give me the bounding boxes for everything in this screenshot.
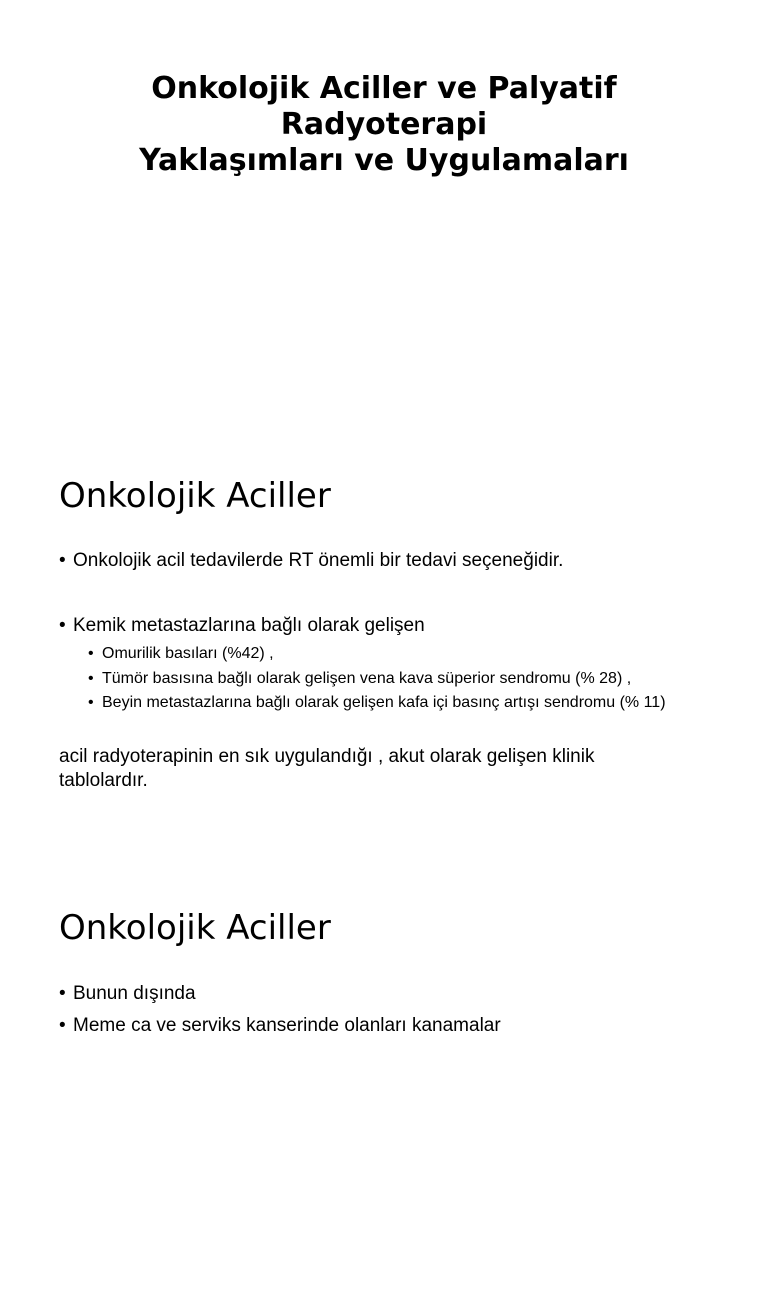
slide-heading: Onkolojik Aciller — [59, 908, 331, 948]
title-line-2: Radyoterapi — [280, 107, 488, 142]
sub-bullet-dot: • — [88, 669, 94, 687]
sub-bullet-item — [88, 691, 666, 716]
bullet-text: Bunun dışında — [73, 983, 196, 1004]
title-line-1: Onkolojik Aciller ve Palyatif — [151, 71, 617, 106]
bullet-text: Kemik metastazlarına bağlı olarak gelişen — [73, 615, 425, 636]
title-line-3: Yaklaşımları ve Uygulamaları — [139, 143, 629, 178]
bullet-text: Meme ca ve serviks kanserinde olanları kanamalar — [73, 1015, 501, 1036]
sub-bullet-dot: • — [88, 694, 94, 711]
bullet-item — [59, 982, 196, 1006]
slide-paragraph: acil radyoterapinin en sık uygulandığı , akut olarak gelişen klinik tablolardır. — [59, 746, 595, 791]
bullet-text: Onkolojik acil tedavilerde RT önemli bir tedavi seçeneğidir. — [73, 550, 564, 571]
sub-bullet-list — [88, 642, 666, 716]
bullet-item — [59, 1014, 501, 1038]
bullet-dot: • — [59, 983, 66, 1004]
presentation-title — [0, 71, 768, 179]
content-slide-1 — [0, 432, 768, 864]
sub-bullet-text: Beyin metastazlarına bağlı olarak gelişen kafa içi basınç artışı sendromu (% 11) — [102, 694, 666, 711]
sub-bullet-item — [88, 667, 666, 692]
sub-bullet-item — [88, 642, 666, 667]
sub-bullet-text: Tümör basısına bağlı olarak gelişen vena kava süperior sendromu (% 28) , — [102, 669, 632, 687]
bullet-item — [59, 614, 425, 638]
bullet-dot: • — [59, 550, 66, 571]
bullet-item — [59, 549, 563, 573]
title-slide — [0, 0, 768, 432]
slide-heading: Onkolojik Aciller — [59, 476, 331, 516]
sub-bullet-text: Omurilik basıları (%42) , — [102, 645, 274, 662]
bullet-dot: • — [59, 615, 66, 636]
content-slide-2 — [0, 864, 768, 1296]
bullet-dot: • — [59, 1015, 66, 1036]
sub-bullet-dot: • — [88, 645, 94, 662]
